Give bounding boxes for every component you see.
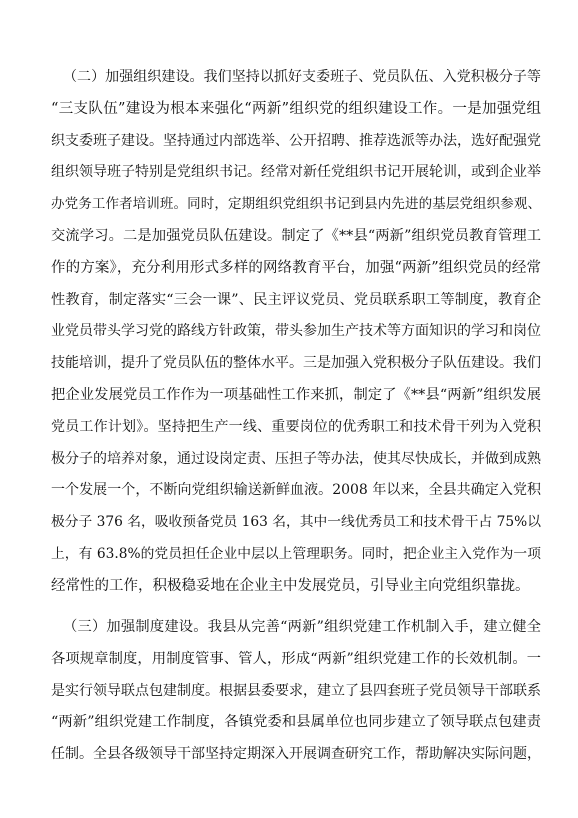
- paragraph-line: 经常性的工作，积极稳妥地在企业主中发展党员，引导业主向党组织靠拢。: [51, 577, 530, 594]
- paragraph-line: 各项规章制度，用制度管事、管人，形成“两新”组织党建工作的长效机制。一: [51, 650, 541, 667]
- paragraph-line: 交流学习。二是加强党员队伍建设。制定了《**县“两新”组织党员教育管理工: [51, 227, 541, 244]
- paragraph-line: 织支委班子建设。坚持通过内部选举、公开招聘、推荐选派等办法，选好配强党: [51, 132, 541, 149]
- paragraph-line: “两新”组织党建工作制度，各镇党委和县属单位也同步建立了领导联点包建责: [51, 714, 541, 731]
- paragraph-line: 是实行领导联点包建制度。根据县委要求，建立了县四套班子党员领导干部联系: [51, 682, 541, 699]
- paragraph-line: 组织领导班子特别是党组织书记。经常对新任党组织书记开展轮训，或到企业举: [51, 164, 541, 181]
- paragraph-line: 极分子的培养对象，通过设岗定责、压担子等办法，使其尽快成长，并做到成熟: [51, 450, 541, 467]
- paragraph-line: （三）加强制度建设。我县从完善“两新”组织党建工作机制入手，建立健全: [63, 619, 541, 635]
- paragraph-line: 一个发展一个，不断向党组织输送新鲜血液。2008 年以来，全县共确定入党积: [51, 482, 541, 499]
- paragraph-organization-building: [51, 62, 541, 603]
- paragraph-system-building: [51, 612, 541, 771]
- paragraph-line: 技能培训，提升了党员队伍的整体水平。三是加强入党积极分子队伍建设。我们: [51, 355, 541, 372]
- paragraph-line: 任制。全县各级领导干部坚持定期深入开展调查研究工作，帮助解决实际问题，: [51, 746, 541, 763]
- paragraph-line: “三支队伍”建设为根本来强化“两新”组织党的组织建设工作。一是加强党组: [51, 100, 541, 117]
- paragraph-line: （二）加强组织建设。我们坚持以抓好支委班子、党员队伍、入党积极分子等: [63, 69, 541, 85]
- paragraph-line: 党员工作计划》。坚持把生产一线、重要岗位的优秀职工和技术骨干列为入党积: [51, 418, 541, 435]
- paragraph-line: 极分子 376 名，吸收预备党员 163 名，其中一线优秀员工和技术骨干占 75%以: [51, 514, 541, 531]
- paragraph-line: 作的方案》，充分利用形式多样的网络教育平台，加强“两新”组织党员的经常: [51, 259, 541, 276]
- paragraph-line: 业党员带头学习党的路线方针政策，带头参加生产技术等方面知识的学习和岗位: [51, 323, 541, 340]
- paragraph-line: 办党务工作者培训班。同时，定期组织党组织书记到县内先进的基层党组织参观、: [51, 196, 541, 213]
- paragraph-line: 性教育，制定落实“三会一课”、民主评议党员、党员联系职工等制度，教育企: [51, 291, 541, 308]
- paragraph-line: 把企业发展党员工作作为一项基础性工作来抓，制定了《**县“两新”组织发展: [51, 386, 541, 403]
- paragraph-line: 上，有 63.8%的党员担任企业中层以上管理职务。同时，把企业主入党作为一项: [51, 545, 541, 562]
